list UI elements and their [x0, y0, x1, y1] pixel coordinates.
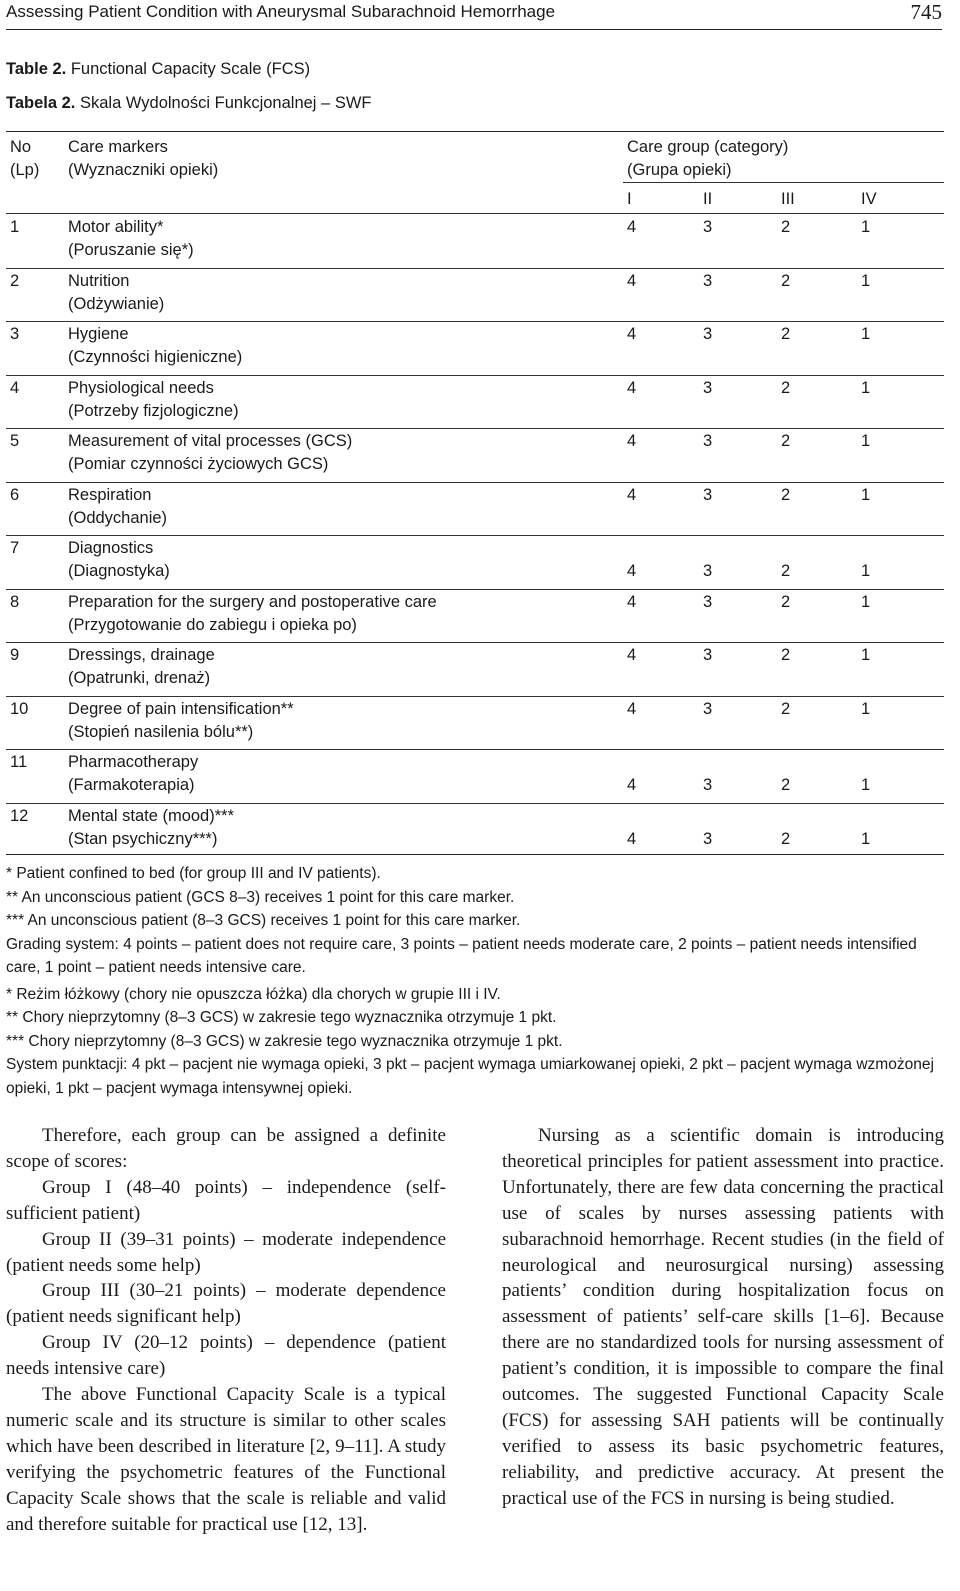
table-caption-en	[6, 60, 310, 79]
care-marker-en: Respiration	[68, 485, 152, 504]
care-marker-pl: (Diagnostyka)	[68, 562, 170, 580]
paragraph: Therefore, each group can be assigned a definite scope of scores:	[6, 1125, 446, 1172]
score-cell: 2	[781, 378, 791, 397]
row-number: 10	[10, 699, 29, 718]
score-cell: 1	[861, 218, 871, 236]
score-cell: 2	[781, 432, 791, 450]
fcs-table	[6, 131, 944, 855]
score-cell: 3	[703, 829, 713, 848]
care-marker-en: Motor ability*	[68, 218, 164, 236]
header-rule	[6, 213, 944, 214]
paragraph: Group III (30–21 points) – moderate dependence (patient needs significant help)	[6, 1280, 446, 1328]
row-number: 11	[10, 753, 28, 771]
score-cell: 4	[627, 562, 637, 580]
score-cell: 3	[703, 592, 713, 611]
score-cell: 2	[781, 218, 791, 236]
score-cell: 4	[627, 485, 637, 504]
care-marker-pl: (Odżywianie)	[68, 294, 165, 313]
row-number: 4	[10, 378, 20, 397]
score-cell: 2	[781, 485, 791, 504]
care-marker	[68, 430, 352, 476]
care-marker-en: Dressings, drainage	[68, 646, 215, 664]
care-marker-en: Hygiene	[68, 325, 129, 343]
note-pl: System punktacji: 4 pkt – pacjent nie wymaga opieki, 3 pkt – pacjent wymaga umiarkowanej opieki, 2 pkt – pacjent wymaga wzmożonej opieki, 1 pkt – pacjent wymaga intensywnej opieki.	[6, 1056, 934, 1097]
note-en: * Patient confined to bed (for group III and IV patients).	[6, 865, 381, 882]
score-cell: 1	[861, 829, 871, 848]
care-marker-pl: (Stan psychiczny***)	[68, 829, 218, 848]
row-number: 1	[10, 218, 20, 236]
score-cell: 3	[703, 378, 713, 397]
row-divider	[6, 803, 944, 804]
page-number: 745	[910, 0, 942, 24]
score-cell: 1	[861, 699, 871, 718]
note-en: Grading system: 4 points – patient does not require care, 3 points – patient needs moderate care, 2 points – patient needs intensified care, 1 point – patient needs intensive care.	[6, 935, 917, 976]
header-group-en: Care group (category)	[627, 138, 789, 156]
care-marker-en: Diagnostics	[68, 539, 154, 557]
care-marker	[68, 591, 437, 637]
row-divider	[6, 268, 944, 269]
row-divider	[6, 321, 944, 322]
row-divider	[6, 696, 944, 697]
care-marker	[68, 216, 194, 262]
score-cell: 3	[703, 218, 713, 236]
group-label-iii: III	[781, 190, 795, 208]
score-cell: 4	[627, 592, 637, 611]
score-cell: 4	[627, 699, 637, 718]
care-marker-en: Measurement of vital processes (GCS)	[68, 432, 353, 450]
running-title: Assessing Patient Condition with Aneurysmal Subarachnoid Hemorrhage	[6, 2, 556, 21]
score-cell: 3	[703, 646, 713, 664]
score-cell: 4	[627, 776, 637, 794]
care-marker-en: Pharmacotherapy	[68, 753, 199, 771]
header-rule	[623, 182, 944, 183]
score-cell: 3	[703, 432, 713, 450]
score-cell: 3	[703, 485, 713, 504]
note-pl: * Reżim łóżkowy (chory nie opuszcza łóżka) dla chorych w grupie III i IV.	[6, 985, 501, 1003]
group-label-iv: IV	[861, 190, 877, 208]
care-marker-pl: (Stopień nasilenia bólu**)	[68, 722, 254, 741]
header-group-pl: (Grupa opieki)	[627, 161, 732, 179]
note-pl: *** Chory nieprzytomny (8–3 GCS) w zakresie tego wyznacznika otrzymuje 1 pkt.	[6, 1032, 563, 1050]
care-marker-en: Mental state (mood)***	[68, 806, 234, 825]
care-marker-pl: (Opatrunki, drenaż)	[68, 669, 211, 687]
care-marker-pl: (Przygotowanie do zabiegu i opieka po)	[68, 615, 357, 634]
row-divider	[6, 589, 944, 590]
score-cell: 2	[781, 325, 791, 343]
care-marker-pl: (Potrzeby fizjologiczne)	[68, 401, 239, 420]
score-cell: 4	[627, 646, 637, 664]
row-number: 7	[10, 539, 20, 557]
caption-label: Tabela 2.	[6, 94, 76, 112]
row-divider	[6, 428, 944, 429]
score-cell: 4	[627, 271, 637, 290]
paragraph: Group I (48–40 points) – independence (self-sufficient patient)	[6, 1176, 446, 1224]
score-cell: 4	[627, 378, 637, 397]
care-marker	[68, 805, 234, 851]
row-divider	[6, 749, 944, 750]
row-number: 9	[10, 646, 20, 664]
score-cell: 1	[861, 378, 871, 397]
score-cell: 2	[781, 699, 791, 718]
care-marker-pl: (Czynności higieniczne)	[68, 348, 243, 366]
score-cell: 4	[627, 325, 637, 343]
score-cell: 1	[861, 646, 871, 664]
row-number: 6	[10, 485, 20, 504]
care-marker-pl: (Poruszanie się*)	[68, 241, 194, 259]
header-care-group	[627, 136, 788, 182]
score-cell: 1	[861, 485, 871, 504]
note-en: *** An unconscious patient (8–3 GCS) receives 1 point for this care marker.	[6, 912, 521, 929]
score-cell: 3	[703, 699, 713, 718]
row-divider	[6, 482, 944, 483]
score-cell: 2	[781, 592, 791, 611]
score-cell: 1	[861, 432, 871, 450]
score-cell: 1	[861, 776, 871, 794]
care-marker-en: Nutrition	[68, 271, 130, 290]
header-no-pl: (Lp)	[10, 161, 40, 179]
score-cell: 3	[703, 562, 713, 580]
care-marker-pl: (Pomiar czynności życiowych GCS)	[68, 455, 329, 473]
header-markers-pl: (Wyznaczniki opieki)	[68, 161, 219, 179]
note-en: ** An unconscious patient (GCS 8–3) receives 1 point for this care marker.	[6, 888, 515, 906]
body-column-left	[6, 1123, 446, 1538]
row-number: 3	[10, 325, 20, 343]
row-number: 5	[10, 432, 20, 450]
score-cell: 4	[627, 829, 637, 848]
care-marker-en: Degree of pain intensification**	[68, 699, 294, 718]
header-markers	[68, 136, 218, 182]
score-cell: 1	[861, 271, 871, 290]
paragraph: Nursing as a scientific domain is introducing theoretical principles for patient assessment into practice. Unfortunately, there are few data concerning the practical use of scales by nurses assessing patients with subarachnoid hemorrhage. Recent studies (in the field of neurological and neurosurgical nursing) assessing patients’ condition during hospitalization focus on assessment of patients’ self-care skills [1–6]. Because there are no standardized tools for nursing assessment of patient’s condition, it is impossible to compare the final outcomes. The suggested Functional Capacity Scale (FCS) for assessing SAH patients will be continually verified to assess its basic psychometric features, reliability, and predictive accuracy. At present the practical use of the FCS in nursing is being studied.	[502, 1125, 944, 1509]
score-cell: 2	[781, 271, 791, 290]
caption-title: Functional Capacity Scale (FCS)	[70, 60, 311, 78]
score-cell: 3	[703, 776, 713, 794]
care-marker-pl: (Oddychanie)	[68, 508, 168, 527]
care-marker	[68, 751, 198, 797]
care-marker-en: Physiological needs	[68, 378, 214, 397]
paragraph: Group IV (20–12 points) – dependence (patient needs intensive care)	[6, 1332, 446, 1380]
row-divider	[6, 375, 944, 376]
score-cell: 4	[627, 218, 637, 236]
score-cell: 2	[781, 829, 791, 848]
score-cell: 2	[781, 646, 791, 664]
score-cell: 4	[627, 432, 637, 450]
table-caption-pl	[6, 94, 371, 113]
row-number: 2	[10, 271, 20, 290]
paragraph: Group II (39–31 points) – moderate independence (patient needs some help)	[6, 1228, 446, 1276]
care-marker	[68, 698, 294, 744]
score-cell: 2	[781, 562, 791, 580]
care-marker	[68, 644, 215, 690]
row-divider	[6, 642, 944, 643]
row-number: 12	[10, 806, 29, 825]
header-markers-en: Care markers	[68, 138, 168, 156]
caption-title: Skala Wydolności Funkcjonalnej – SWF	[80, 94, 372, 112]
body-column-right	[502, 1123, 944, 1512]
care-marker	[68, 537, 170, 583]
score-cell: 1	[861, 562, 871, 580]
group-label-ii: II	[703, 190, 713, 208]
table-notes	[6, 862, 946, 1100]
group-label-i: I	[627, 190, 632, 208]
paragraph: The above Functional Capacity Scale is a typical numeric scale and its structure is similar to other scales which have been described in literature [2, 9–11]. A study verifying the psychometric features of the Functional Capacity Scale shows that the scale is reliable and valid and therefore suitable for practical use [12, 13].	[6, 1384, 446, 1535]
note-pl: ** Chory nieprzytomny (8–3 GCS) w zakresie tego wyznacznika otrzymuje 1 pkt.	[6, 1009, 557, 1026]
score-cell: 3	[703, 271, 713, 290]
care-marker	[68, 323, 242, 369]
score-cell: 3	[703, 325, 713, 343]
caption-label: Table 2.	[6, 60, 67, 78]
care-marker	[68, 484, 167, 530]
row-number: 8	[10, 592, 20, 611]
header-no-en: No	[10, 138, 32, 156]
care-marker	[68, 270, 164, 316]
care-marker	[68, 377, 239, 423]
row-divider	[6, 535, 944, 536]
score-cell: 2	[781, 776, 791, 794]
header-no	[10, 136, 39, 182]
score-cell: 1	[861, 592, 871, 611]
care-marker-pl: (Farmakoterapia)	[68, 776, 195, 794]
score-cell: 1	[861, 325, 871, 343]
care-marker-en: Preparation for the surgery and postoperative care	[68, 592, 437, 611]
running-header	[6, 0, 942, 30]
